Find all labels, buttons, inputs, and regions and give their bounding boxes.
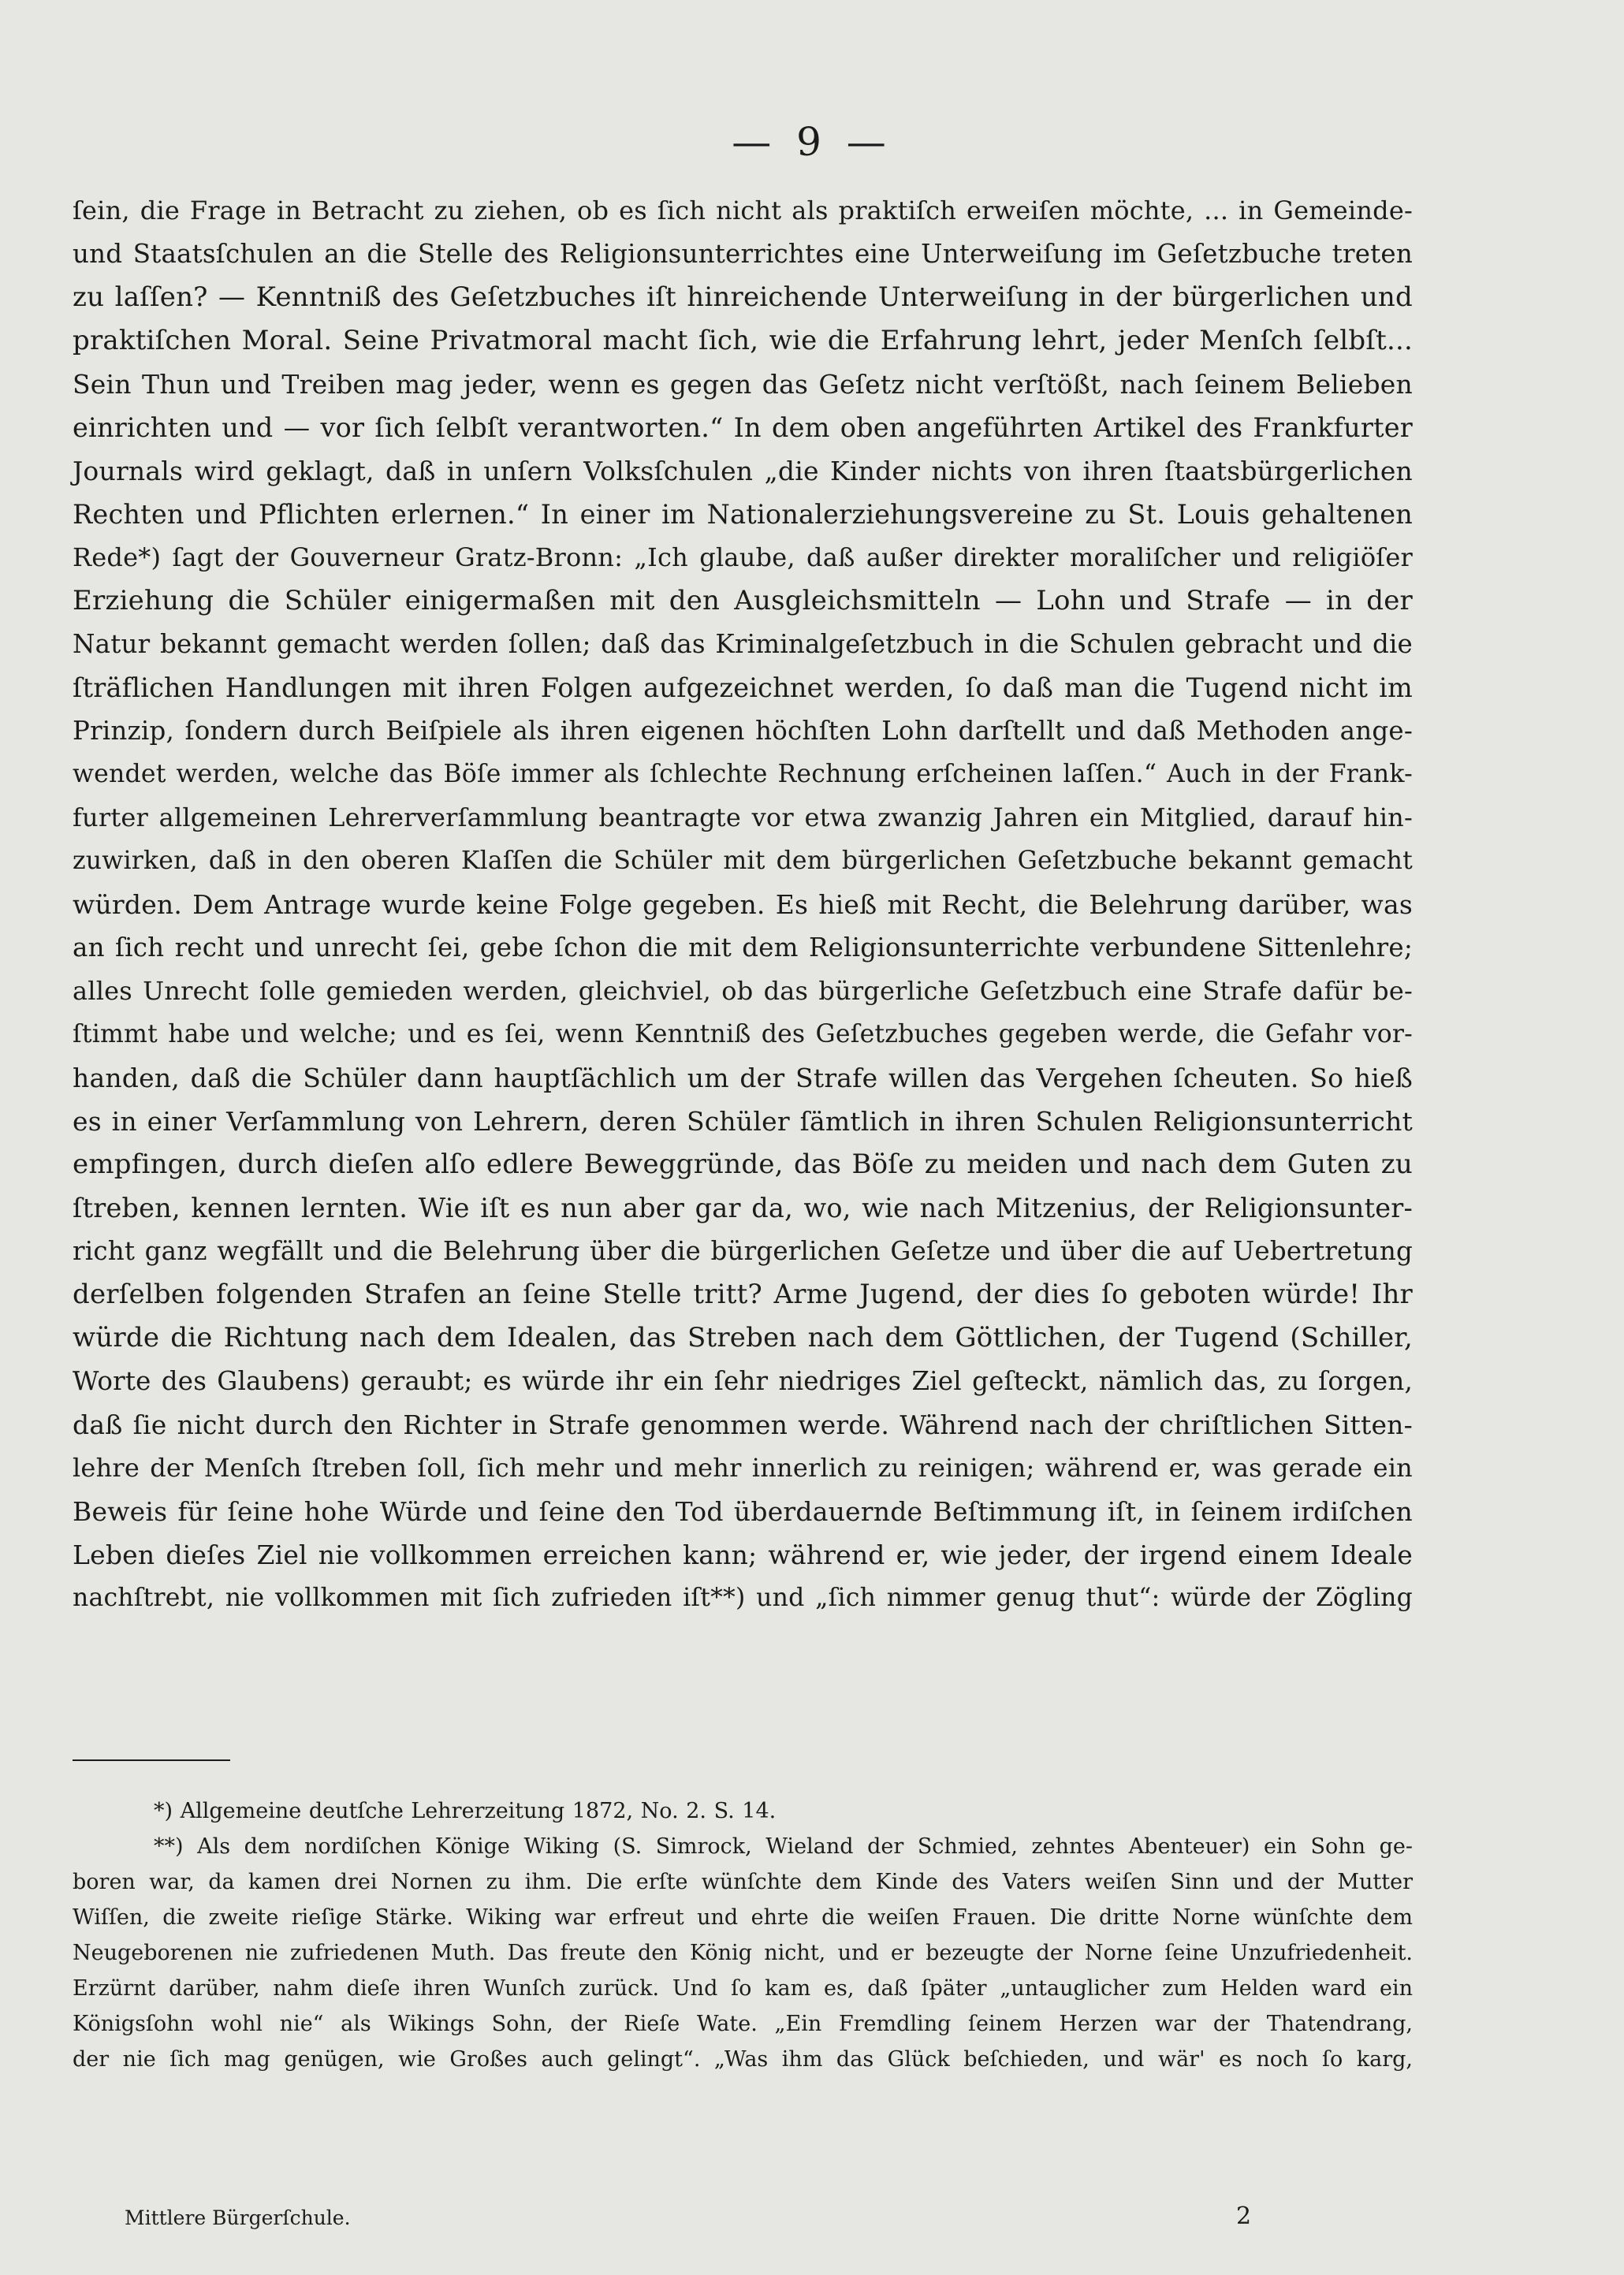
body-line: würden. Dem Antrage wurde keine Folge gegeben. Es hieß mit Recht, die Belehrung darüber, was bbox=[73, 889, 1413, 920]
body-line: Erziehung die Schüler einigermaßen mit den Ausgleichsmitteln — Lohn und Strafe — in der bbox=[73, 585, 1413, 616]
body-line: Beweis für ſeine hohe Würde und ſeine den Tod überdauernde Beſtimmung iſt, in ſeinem irdiſchen bbox=[73, 1496, 1413, 1527]
body-line: an ſich recht und unrecht ſei, gebe ſchon die mit dem Religionsunterrichte verbundene Sittenlehre; bbox=[73, 933, 1413, 963]
body-line: Prinzip, ſondern durch Beiſpiele als ihren eigenen höchſten Lohn darſtellt und daß Methoden ange- bbox=[73, 716, 1413, 746]
page-number: — 9 — bbox=[732, 119, 892, 165]
body-line: ſein, die Frage in Betracht zu ziehen, ob es ſich nicht als praktiſch erweiſen möchte, ... in Gemeinde- bbox=[73, 195, 1413, 225]
body-line: es in einer Verſammlung von Lehrern, deren Schüler ſämtlich in ihren Schulen Religionsunterricht bbox=[73, 1106, 1413, 1137]
printer-signature: Mittlere Bürgerſchule. bbox=[125, 2206, 351, 2229]
footnote-line: Neugeborenen nie zufriedenen Muth. Das freute den König nicht, und er bezeugte der Norne ſeine Unzufriedenheit. bbox=[73, 1941, 1413, 1965]
body-line: Natur bekannt gemacht werden ſollen; daß das Kriminalgeſetzbuch in die Schulen gebracht und die bbox=[73, 629, 1413, 659]
body-line: zu laſſen? — Kenntniß des Geſetzbuches iſt hinreichende Unterweiſung in der bürgerlichen und bbox=[73, 281, 1413, 313]
body-line: wendet werden, welche das Böſe immer als ſchlechte Rechnung erſcheinen laſſen.“ Auch in der Frank- bbox=[73, 760, 1413, 788]
body-line: Leben dieſes Ziel nie vollkommen erreichen kann; während er, wie jeder, der irgend einem Ideale bbox=[73, 1540, 1413, 1570]
body-line: Journals wird geklagt, daß in unſern Volksſchulen „die Kinder nichts von ihren ſtaatsbürgerlichen bbox=[73, 456, 1413, 486]
footnote-line: **) Als dem nordiſchen Könige Wiking (S. Simrock, Wieland der Schmied, zehntes Abenteuer) ein Sohn ge- bbox=[154, 1834, 1413, 1859]
body-line: ſtreben, kennen lernten. Wie iſt es nun aber gar da, wo, wie nach Mitzenius, der Religionsunter- bbox=[73, 1193, 1413, 1223]
body-line: Rechten und Pflichten erlernen.“ In einer im Nationalerziehungsvereine zu St. Louis gehaltenen bbox=[73, 499, 1413, 530]
body-text bbox=[73, 189, 1413, 1620]
footnote-line: Erzürnt darüber, nahm dieſe ihren Wunſch zurück. Und ſo kam es, daß ſpäter „untauglicher zum Helden ward ein bbox=[73, 1976, 1413, 2001]
body-line: zuwirken, daß in den oberen Klaſſen die Schüler mit dem bürgerlichen Geſetzbuche bekannt gemacht bbox=[73, 847, 1413, 875]
body-line: praktiſchen Moral. Seine Privatmoral macht ſich, wie die Erfahrung lehrt, jeder Menſch ſelbſt... bbox=[73, 325, 1413, 356]
body-line: Worte des Glaubens) geraubt; es würde ihr ein ſehr niedriges Ziel geſteckt, nämlich das, zu ſorgen, bbox=[73, 1366, 1413, 1396]
body-line: handen, daß die Schüler dann hauptſächlich um der Strafe willen das Vergehen ſcheuten. So hieß bbox=[73, 1063, 1413, 1093]
footnote-line: Königsſohn wohl nie“ als Wikings Sohn, der Rieſe Wate. „Ein Fremdling ſeinem Herzen war der Thatendrang, bbox=[73, 2012, 1413, 2036]
footnote-line: der nie ſich mag genügen, wie Großes auch gelingt“. „Was ihm das Glück beſchieden, und wär' es noch ſo karg, bbox=[73, 2047, 1413, 2072]
footnote-line: boren war, da kamen drei Nornen zu ihm. Die erſte wünſchte dem Kinde des Vaters weiſen Sinn und der Mutter bbox=[73, 1870, 1413, 1894]
body-line: Rede*) ſagt der Gouverneur Gratz-Bronn: „Ich glaube, daß außer direkter moraliſcher und religiöſer bbox=[73, 542, 1413, 572]
body-line: einrichten und — vor ſich ſelbſt verantworten.“ In dem oben angeführten Artikel des Frankfurter bbox=[73, 412, 1413, 443]
body-line: daß ſie nicht durch den Richter in Strafe genommen werde. Während nach der chriſtlichen Sitten- bbox=[73, 1409, 1413, 1440]
body-line: derſelben folgenden Strafen an ſeine Stelle tritt? Arme Jugend, der dies ſo geboten würde! Ihr bbox=[73, 1279, 1413, 1310]
footnote-line: Wiſſen, die zweite rieſige Stärke. Wiking war erfreut und ehrte die weiſen Frauen. Die dritte Norne wünſchte dem bbox=[73, 1905, 1413, 1930]
body-line: lehre der Menſch ſtreben ſoll, ſich mehr und mehr innerlich zu reinigen; während er, was gerade ein bbox=[73, 1453, 1413, 1483]
body-line: ſträflichen Handlungen mit ihren Folgen aufgezeichnet werden, ſo daß man die Tugend nicht im bbox=[73, 672, 1413, 703]
body-line: furter allgemeinen Lehrerverſammlung beantragte vor etwa zwanzig Jahren ein Mitglied, darauf hin- bbox=[73, 802, 1413, 832]
body-line: richt ganz wegfällt und die Belehrung über die bürgerlichen Geſetze und über die auf Uebertretung bbox=[73, 1236, 1413, 1266]
footnotes bbox=[73, 1793, 1413, 2077]
sheet-number: 2 bbox=[1236, 2202, 1252, 2230]
footnote-line: *) Allgemeine deutſche Lehrerzeitung 1872, No. 2. S. 14. bbox=[154, 1799, 777, 1823]
body-line: ſtimmt habe und welche; und es ſei, wenn Kenntniß des Geſetzbuches gegeben werde, die Gefahr vor- bbox=[73, 1020, 1413, 1048]
body-line: würde die Richtung nach dem Idealen, das Streben nach dem Göttlichen, der Tugend (Schiller, bbox=[73, 1322, 1413, 1353]
body-line: alles Unrecht ſolle gemieden werden, gleichviel, ob das bürgerliche Geſetzbuch eine Strafe dafür be- bbox=[73, 976, 1413, 1006]
body-line: empfingen, durch dieſen alſo edlere Beweggründe, das Böſe zu meiden und nach dem Guten zu bbox=[73, 1149, 1413, 1180]
body-line: Sein Thun und Treiben mag jeder, wenn es gegen das Geſetz nicht verſtößt, nach ſeinem Belieben bbox=[73, 369, 1413, 400]
footnote-divider bbox=[73, 1759, 230, 1761]
body-line: und Staatsſchulen an die Stelle des Religionsunterrichtes eine Unterweiſung im Geſetzbuche treten bbox=[73, 239, 1413, 269]
body-line: nachſtrebt, nie vollkommen mit ſich zufrieden iſt**) und „ſich nimmer genug thut“: würde der Zögling bbox=[73, 1584, 1413, 1612]
